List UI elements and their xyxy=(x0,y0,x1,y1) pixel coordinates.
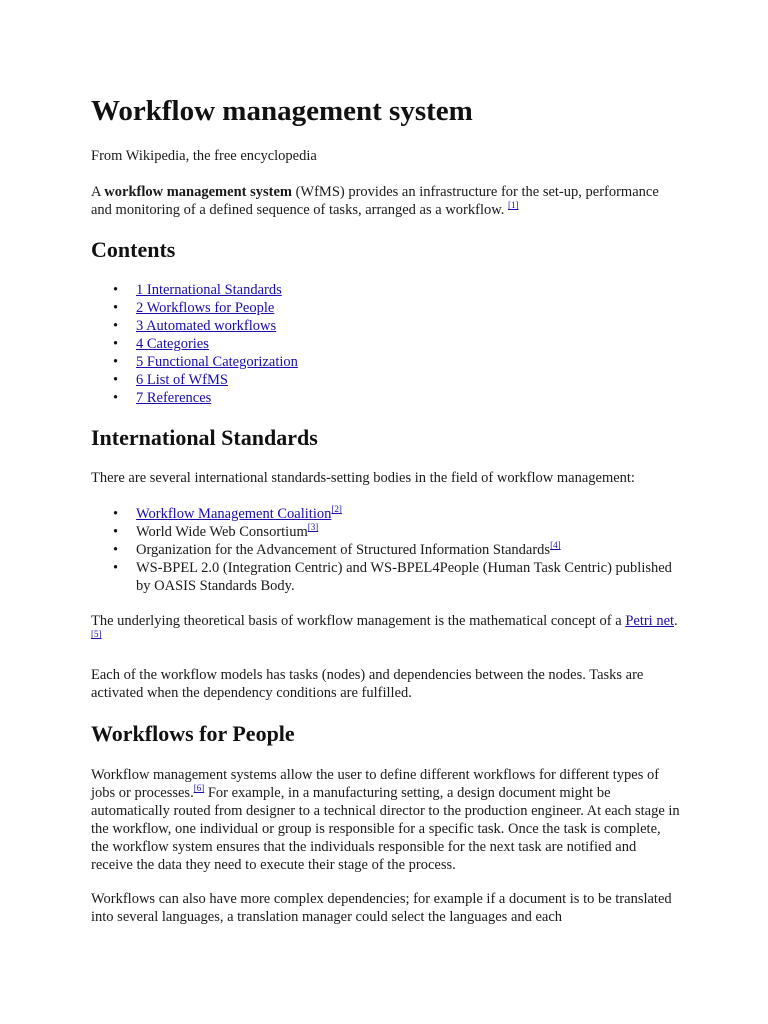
contents-item xyxy=(91,281,681,299)
standards-list xyxy=(91,505,681,595)
ref-link-5[interactable]: [5] xyxy=(91,629,102,640)
ref-link-1[interactable]: [1] xyxy=(508,200,519,211)
standards-item xyxy=(91,523,681,541)
ref-link-6[interactable]: [6] xyxy=(193,783,205,794)
contents-item xyxy=(91,299,681,317)
toc-link-workflows-for-people[interactable]: 2 Workflows for People xyxy=(136,300,275,316)
toc-link-list-of-wfms[interactable]: 6 List of WfMS xyxy=(136,372,228,388)
tagline: From Wikipedia, the free encyclopedia xyxy=(91,148,317,164)
toc-link-international-standards[interactable]: 1 International Standards xyxy=(136,282,282,298)
basis-text: The underlying theoretical basis of workflow management is the mathematical concept of a xyxy=(91,613,626,629)
section-heading-workflows-for-people: Workflows for People xyxy=(91,721,295,746)
ref-link-3[interactable]: [3] xyxy=(307,522,319,533)
standards-item-text: World Wide Web Consortium xyxy=(136,524,308,540)
intro-paragraph xyxy=(91,183,681,219)
intro-text: (WfMS) provides an infrastructure for the set-up, performance and monitoring of a defined sequence of tasks, arranged as a workflow. xyxy=(91,184,659,218)
people-paragraph-2: Workflows can also have more complex dependencies; for example if a document is to be translated into several languages, a translation manager could select the languages and each xyxy=(91,891,672,925)
basis-end: . xyxy=(674,613,678,629)
ref-link-4[interactable]: [4] xyxy=(550,540,561,551)
link-workflow-management-coalition[interactable]: Workflow Management Coalition xyxy=(136,506,332,522)
contents-item xyxy=(91,317,681,335)
standards-item xyxy=(91,505,681,523)
link-petri-net[interactable]: Petri net xyxy=(625,613,675,629)
toc-link-references[interactable]: 7 References xyxy=(136,390,212,406)
contents-list xyxy=(91,281,681,407)
toc-link-functional-categorization[interactable]: 5 Functional Categorization xyxy=(136,354,298,370)
people-p1-start: Workflow management systems allow the user to define different workflows for different types of jobs or processes. xyxy=(91,767,660,801)
section-heading-international-standards: International Standards xyxy=(91,425,318,450)
standards-item xyxy=(91,541,681,559)
people-paragraph-1 xyxy=(91,766,681,874)
models-paragraph: Each of the workflow models has tasks (nodes) and dependencies between the nodes. Tasks are activated when the dependency conditions are fulfilled. xyxy=(91,667,644,701)
toc-link-automated-workflows[interactable]: 3 Automated workflows xyxy=(136,318,277,334)
toc-link-categories[interactable]: 4 Categories xyxy=(136,336,209,352)
basis-paragraph xyxy=(91,612,681,648)
standards-item xyxy=(91,559,681,595)
contents-heading: Contents xyxy=(91,237,176,262)
people-p1-rest: For example, in a manufacturing setting, a design document might be automatically routed from designer to a technical director to the production engineer. At each stage in the workflow, one individual or group is responsible for a specific task. Once the task is complete, the workflow system ensures that the individuals responsible for the next task are notified and receive the data they need to execute their stage of the process. xyxy=(91,785,680,873)
standards-item-text: WS-BPEL 2.0 (Integration Centric) and WS-BPEL4People (Human Task Centric) published by OASIS Standards Body. xyxy=(136,560,672,594)
intro-term: workflow management system xyxy=(104,184,292,200)
contents-item xyxy=(91,389,681,407)
standards-item-text: Organization for the Advancement of Structured Information Standards xyxy=(136,542,551,558)
ref-link-2[interactable]: [2] xyxy=(331,504,342,515)
standards-intro: There are several international standards-setting bodies in the field of workflow management: xyxy=(91,470,635,486)
contents-item xyxy=(91,335,681,353)
contents-item xyxy=(91,353,681,371)
page-title: Workflow management system xyxy=(91,95,473,127)
intro-prefix: A xyxy=(91,184,105,200)
contents-item xyxy=(91,371,681,389)
